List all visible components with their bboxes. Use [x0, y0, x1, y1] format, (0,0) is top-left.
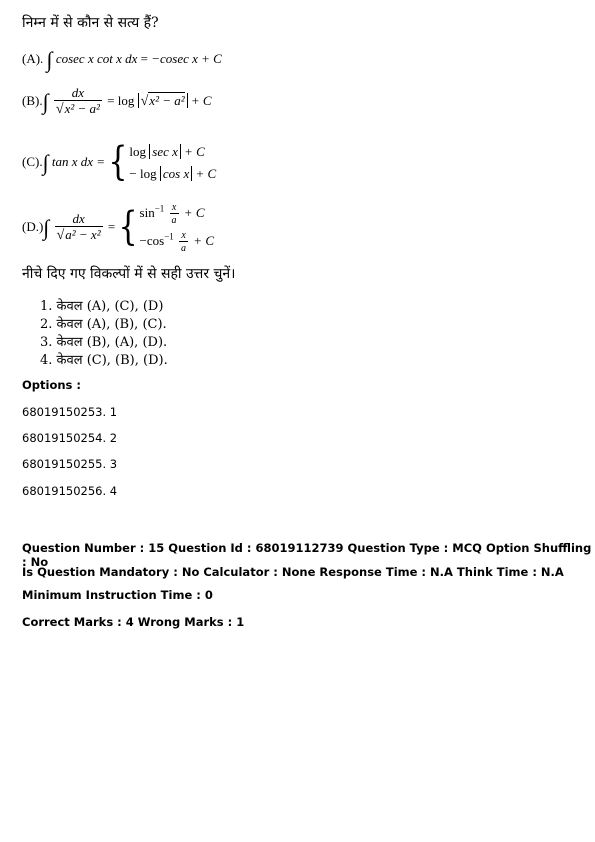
option-b-fraction — [54, 86, 102, 118]
option-a-label: (A). — [22, 50, 44, 66]
left-brace-icon: { — [108, 139, 128, 186]
answer-choice: 3. केवल (B), (A), (D). — [40, 335, 168, 350]
option-d — [22, 202, 214, 254]
option-b-numerator: dx — [71, 85, 85, 100]
option-d-den-radicand: a² − x² — [65, 227, 101, 243]
option-c — [22, 139, 217, 186]
options-label: Options : — [22, 378, 81, 392]
question-meta-line-1: Question Number : 15 Question Id : 68019112739 Question Type : MCQ Option Shuffling : No — [22, 541, 592, 569]
option-id-line: 68019150255. 3 — [22, 457, 118, 471]
option-d-equals: = — [107, 218, 116, 234]
option-d-denominator — [55, 226, 103, 243]
radical-icon: √ — [55, 102, 64, 118]
integral-sign: ∫ — [42, 150, 49, 175]
question-meta-line-3: Minimum Instruction Time : 0 — [22, 588, 213, 602]
radical-icon: √ — [140, 93, 149, 109]
left-brace-icon: { — [118, 204, 138, 251]
answer-choice: 4. केवल (C), (B), (D). — [40, 353, 168, 368]
option-c-case-2: − log cos x + C — [129, 166, 217, 181]
option-a — [22, 49, 222, 71]
option-c-case-1: log sec x + C — [129, 144, 205, 159]
option-c-case-1-arg: sec x — [149, 144, 181, 159]
integral-sign: ∫ — [43, 215, 50, 240]
option-c-case-2-arg: cos x — [160, 166, 192, 181]
answer-choice: 2. केवल (A), (B), (C). — [40, 317, 167, 332]
option-b-abs — [138, 93, 188, 108]
question-meta-line-2: Is Question Mandatory : No Calculator : None Response Time : N.A Think Time : N.A — [22, 565, 564, 579]
option-a-integrand: cosec x cot x dx — [55, 50, 138, 66]
option-id-line: 68019150254. 2 — [22, 431, 118, 445]
option-d-case-1: $\sin^{-1}$ $\frac{x}{a}$ + C — [139, 202, 205, 226]
option-b-den-radicand: x² − a² — [64, 101, 100, 117]
option-id-line: 68019150253. 1 — [22, 405, 118, 419]
question-title: निम्न में से कौन से सत्य हैं? — [22, 15, 159, 31]
option-c-integrand: tan x dx = — [51, 153, 106, 169]
option-a-result: −cosec x + C — [151, 50, 222, 66]
option-c-cases — [108, 139, 217, 186]
answer-choice: 1. केवल (A), (C), (D) — [40, 299, 164, 314]
option-c-label: (C). — [22, 153, 43, 169]
option-d-cases — [118, 202, 214, 254]
equals-sign: = — [140, 50, 148, 66]
option-b-rhs-radicand: x² − a² — [149, 92, 185, 108]
instruction-text: नीचे दिए गए विकल्पों में से सही उत्तर चुनें। — [22, 266, 236, 282]
option-d-label: (D.) — [22, 218, 44, 234]
integral-sign: ∫ — [42, 88, 49, 114]
answer-choices-list — [40, 298, 168, 370]
option-b-equals-log: = log — [107, 92, 135, 108]
option-d-fraction — [55, 212, 103, 244]
option-b — [22, 86, 212, 118]
question-meta-line-4: Correct Marks : 4 Wrong Marks : 1 — [22, 615, 245, 629]
option-d-numerator: dx — [72, 211, 85, 227]
option-b-label: (B). — [22, 92, 43, 108]
option-b-denominator — [54, 100, 102, 117]
integral-sign: ∫ — [46, 47, 53, 72]
option-b-tail: + C — [190, 92, 212, 108]
radical-icon: √ — [56, 228, 65, 244]
option-d-case-2: $-\cos^{-1}$ $\frac{x}{a}$ + C — [139, 230, 214, 254]
option-id-line: 68019150256. 4 — [22, 484, 118, 498]
